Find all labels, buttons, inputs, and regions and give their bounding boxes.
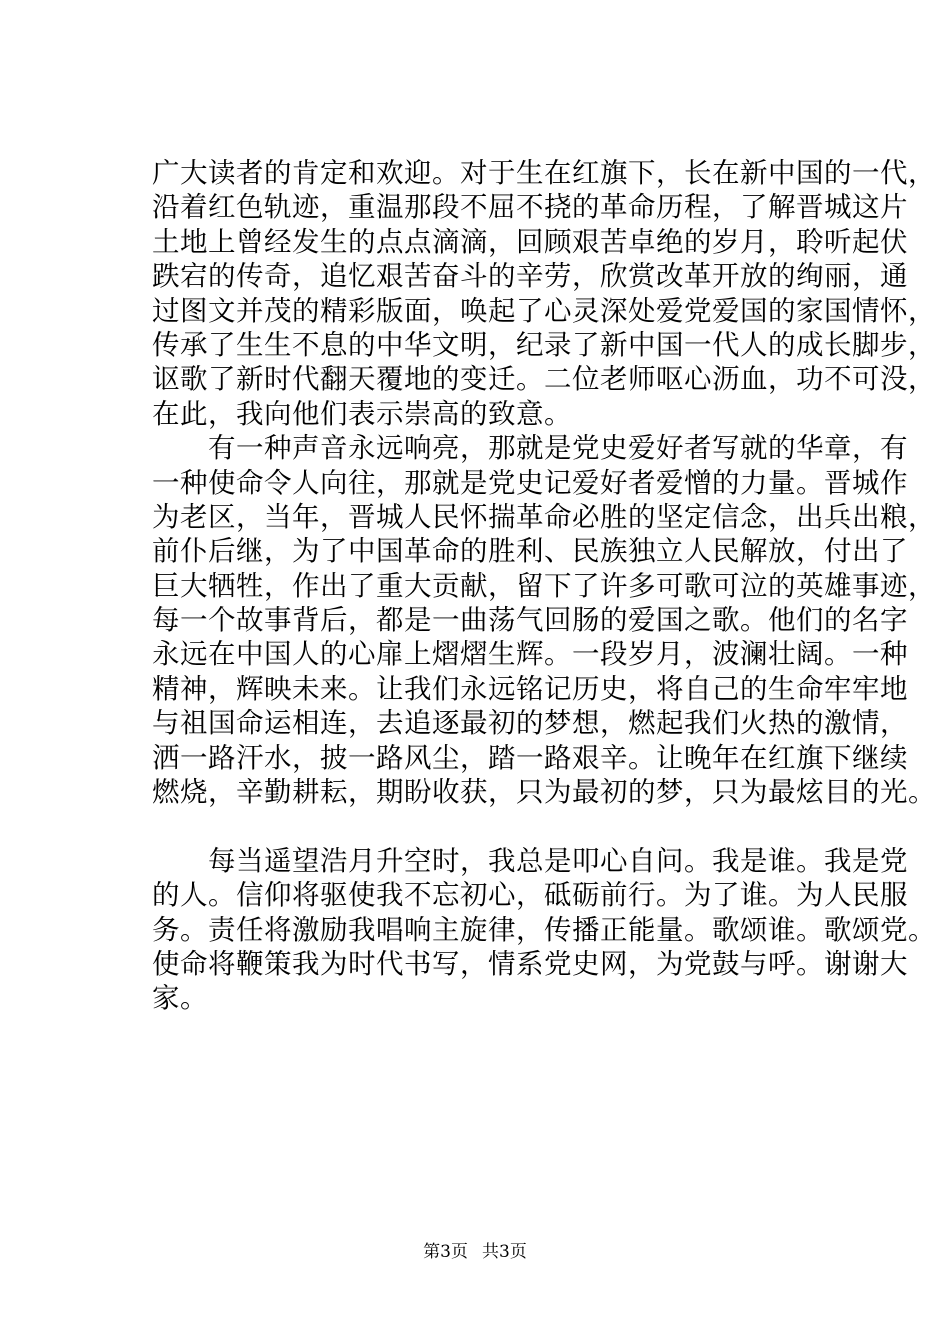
- text-line: 在此，我向他们表示崇高的致意。: [152, 397, 572, 430]
- text-line: 燃烧，辛勤耕耘，期盼收获，只为最初的梦，只为最炫目的光。: [152, 776, 936, 809]
- body-text: [152, 156, 936, 1016]
- page-footer: [0, 1241, 950, 1263]
- text-line: 沿着红色轨迹，重温那段不屈不挠的革命历程，了解晋城这片: [152, 191, 908, 224]
- page-number: 第3页: [423, 1242, 468, 1262]
- text-line: 每当遥望浩月升空时，我总是叩心自问。我是谁。我是党: [152, 844, 908, 877]
- text-line: 一种使命令人向往，那就是党史记爱好者爱憎的力量。晋城作: [152, 466, 908, 499]
- text-line: 过图文并茂的精彩版面，唤起了心灵深处爱党爱国的家国情怀，: [152, 294, 936, 327]
- text-line: 务。责任将激励我唱响主旋律，传播正能量。歌颂谁。歌颂党。: [152, 913, 936, 946]
- text-line: 讴歌了新时代翻天覆地的变迁。二位老师呕心沥血，功不可没，: [152, 363, 936, 396]
- text-line: 广大读者的肯定和欢迎。对于生在红旗下，长在新中国的一代，: [152, 157, 936, 189]
- text-line: 传承了生生不息的中华文明，纪录了新中国一代人的成长脚步，: [152, 328, 936, 361]
- text-line: 跌宕的传奇，追忆艰苦奋斗的辛劳，欣赏改革开放的绚丽，通: [152, 260, 908, 293]
- paragraph-2: [152, 431, 936, 809]
- text-line: 巨大牺牲，作出了重大贡献，留下了许多可歌可泣的英雄事迹，: [152, 569, 936, 602]
- text-line: 有一种声音永远响亮，那就是党史爱好者写就的华章，有: [152, 432, 908, 465]
- text-line: 与祖国命运相连，去追逐最初的梦想，燃起我们火热的激情，: [152, 707, 908, 740]
- paragraph-1: [152, 156, 936, 431]
- text-line: 永远在中国人的心扉上熠熠生辉。一段岁月，波澜壮阔。一种: [152, 638, 908, 671]
- text-line: 的人。信仰将驱使我不忘初心，砥砺前行。为了谁。为人民服: [152, 879, 908, 912]
- text-line: 家。: [152, 982, 208, 1015]
- text-line: 前仆后继，为了中国革命的胜利、民族独立人民解放，付出了: [152, 535, 908, 568]
- paragraph-3: [152, 844, 936, 1016]
- text-line: 每一个故事背后，都是一曲荡气回肠的爱国之歌。他们的名字: [152, 604, 908, 637]
- page-total: 共3页: [482, 1242, 527, 1262]
- text-line: 使命将鞭策我为时代书写，情系党史网，为党鼓与呼。谢谢大: [152, 947, 908, 980]
- text-line: 洒一路汗水，披一路风尘，踏一路艰辛。让晚年在红旗下继续: [152, 741, 908, 774]
- text-line: 精神，辉映未来。让我们永远铭记历史，将自己的生命牢牢地: [152, 672, 908, 705]
- text-line: 土地上曾经发生的点点滴滴，回顾艰苦卓绝的岁月，聆听起伏: [152, 225, 908, 258]
- text-line: 为老区，当年，晋城人民怀揣革命必胜的坚定信念，出兵出粮，: [152, 500, 936, 533]
- paragraph-gap: [152, 809, 832, 843]
